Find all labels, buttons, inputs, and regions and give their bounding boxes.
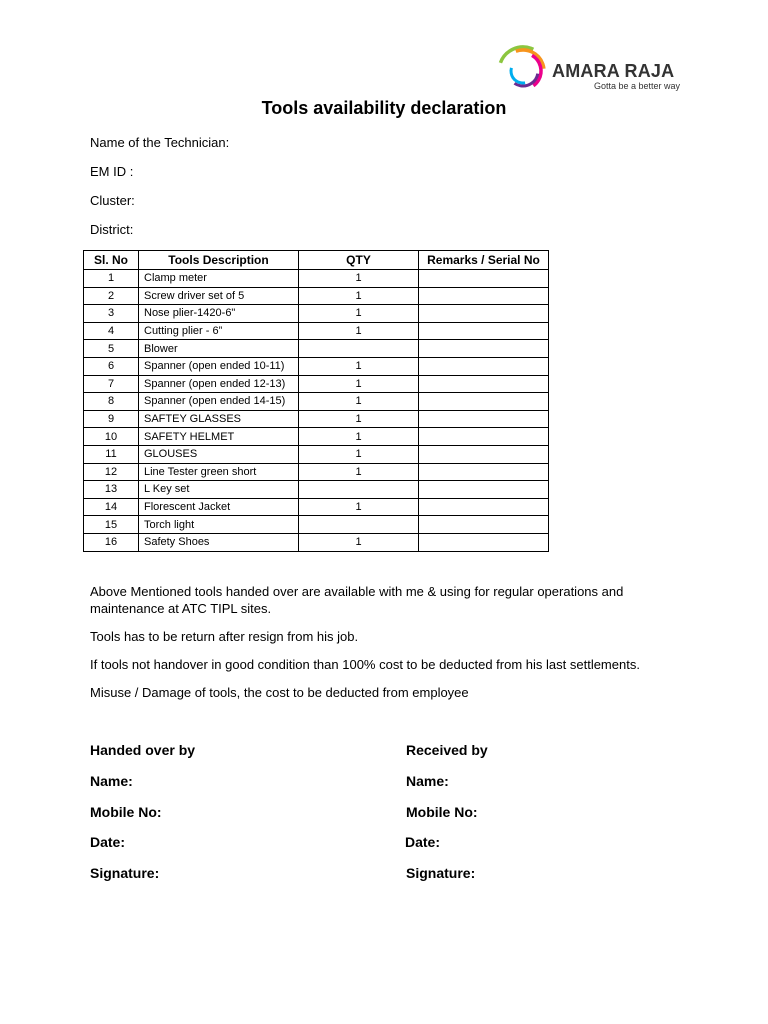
qty-cell: 1 — [299, 375, 419, 393]
handed-over-name-label: Name: — [90, 773, 133, 789]
sl-no-cell: 9 — [84, 410, 139, 428]
qty-cell: 1 — [299, 410, 419, 428]
remarks-cell — [419, 340, 549, 358]
table-row — [84, 410, 549, 428]
remarks-cell — [419, 533, 549, 551]
table-row — [84, 498, 549, 516]
tools-table-body — [84, 270, 549, 552]
sl-no-cell: 13 — [84, 481, 139, 499]
table-row — [84, 481, 549, 499]
column-header-sl-no: Sl. No — [84, 251, 139, 270]
description-cell: Line Tester green short — [139, 463, 299, 481]
return-note: Tools has to be return after resign from his job. — [90, 629, 359, 644]
received-by-heading: Received by — [406, 742, 488, 758]
sl-no-cell: 10 — [84, 428, 139, 446]
sl-no-cell: 11 — [84, 445, 139, 463]
handed-over-date-label: Date: — [90, 834, 126, 850]
remarks-cell — [419, 357, 549, 375]
table-row — [84, 516, 549, 534]
qty-cell: 1 — [299, 445, 419, 463]
misuse-note: Misuse / Damage of tools, the cost to be deducted from employee — [90, 685, 469, 700]
description-cell: Torch light — [139, 516, 299, 534]
table-row — [84, 428, 549, 446]
page-title: Tools availability declaration — [261, 98, 507, 118]
sl-no-cell: 1 — [84, 270, 139, 288]
technician-name-label: Name of the Technician: — [90, 135, 230, 150]
remarks-cell — [419, 481, 549, 499]
qty-cell: 1 — [299, 393, 419, 411]
column-header-qty: QTY — [299, 251, 419, 270]
handed-over-mobile-label: Mobile No: — [90, 804, 162, 820]
qty-cell — [299, 516, 419, 534]
table-row — [84, 270, 549, 288]
remarks-cell — [419, 498, 549, 516]
description-cell: Nose plier-1420-6" — [139, 305, 299, 323]
description-cell: GLOUSES — [139, 445, 299, 463]
table-row — [84, 287, 549, 305]
tools-table — [83, 250, 549, 552]
remarks-cell — [419, 428, 549, 446]
remarks-cell — [419, 270, 549, 288]
remarks-cell — [419, 445, 549, 463]
cluster-label: Cluster: — [90, 193, 135, 208]
sl-no-cell: 16 — [84, 533, 139, 551]
description-cell: L Key set — [139, 481, 299, 499]
remarks-cell — [419, 463, 549, 481]
sl-no-cell: 12 — [84, 463, 139, 481]
table-row — [84, 393, 549, 411]
description-cell: Spanner (open ended 10-11) — [139, 357, 299, 375]
logo-name: AMARA RAJA — [552, 61, 675, 81]
qty-cell: 1 — [299, 287, 419, 305]
remarks-cell — [419, 410, 549, 428]
remarks-cell — [419, 305, 549, 323]
description-cell: Spanner (open ended 12-13) — [139, 375, 299, 393]
condition-note: If tools not handover in good condition than 100% cost to be deducted from his last settlements. — [90, 657, 640, 672]
remarks-cell — [419, 516, 549, 534]
received-mobile-label: Mobile No: — [406, 804, 478, 820]
description-cell: Cutting plier - 6” — [139, 322, 299, 340]
description-cell: Florescent Jacket — [139, 498, 299, 516]
sl-no-cell: 2 — [84, 287, 139, 305]
qty-cell: 1 — [299, 322, 419, 340]
table-row — [84, 357, 549, 375]
table-row — [84, 340, 549, 358]
table-row — [84, 445, 549, 463]
qty-cell: 1 — [299, 533, 419, 551]
qty-cell: 1 — [299, 305, 419, 323]
table-row — [84, 305, 549, 323]
remarks-cell — [419, 322, 549, 340]
table-row — [84, 322, 549, 340]
qty-cell: 1 — [299, 357, 419, 375]
table-row — [84, 533, 549, 551]
logo-swirl-icon — [496, 44, 550, 98]
remarks-cell — [419, 287, 549, 305]
sl-no-cell: 5 — [84, 340, 139, 358]
description-cell: Spanner (open ended 14-15) — [139, 393, 299, 411]
qty-cell — [299, 340, 419, 358]
sl-no-cell: 3 — [84, 305, 139, 323]
description-cell: SAFETY HELMET — [139, 428, 299, 446]
sl-no-cell: 7 — [84, 375, 139, 393]
table-row — [84, 463, 549, 481]
sl-no-cell: 14 — [84, 498, 139, 516]
description-cell: Screw driver set of 5 — [139, 287, 299, 305]
handed-over-signature-label: Signature: — [90, 865, 160, 881]
sl-no-cell: 6 — [84, 357, 139, 375]
qty-cell: 1 — [299, 498, 419, 516]
column-header-description: Tools Description — [139, 251, 299, 270]
declaration-note: Above Mentioned tools handed over are available with me & using for regular operations and maintenance at ATC TIPL sites. — [90, 584, 624, 616]
logo-tagline: Gotta be a better way — [594, 81, 681, 91]
qty-cell — [299, 481, 419, 499]
sl-no-cell: 8 — [84, 393, 139, 411]
column-header-remarks: Remarks / Serial No — [419, 251, 549, 270]
remarks-cell — [419, 375, 549, 393]
received-name-label: Name: — [406, 773, 449, 789]
description-cell: Clamp meter — [139, 270, 299, 288]
sl-no-cell: 15 — [84, 516, 139, 534]
handed-over-by-heading: Handed over by — [90, 742, 196, 758]
table-header-row — [84, 251, 549, 270]
received-date-label: Date: — [405, 834, 441, 850]
sl-no-cell: 4 — [84, 322, 139, 340]
description-cell: SAFTEY GLASSES — [139, 410, 299, 428]
table-row — [84, 375, 549, 393]
description-cell: Safety Shoes — [139, 533, 299, 551]
district-label: District: — [90, 222, 134, 237]
received-signature-label: Signature: — [406, 865, 476, 881]
description-cell: Blower — [139, 340, 299, 358]
remarks-cell — [419, 393, 549, 411]
qty-cell: 1 — [299, 463, 419, 481]
company-logo — [496, 44, 681, 96]
qty-cell: 1 — [299, 270, 419, 288]
qty-cell: 1 — [299, 428, 419, 446]
em-id-label: EM ID : — [90, 164, 134, 179]
